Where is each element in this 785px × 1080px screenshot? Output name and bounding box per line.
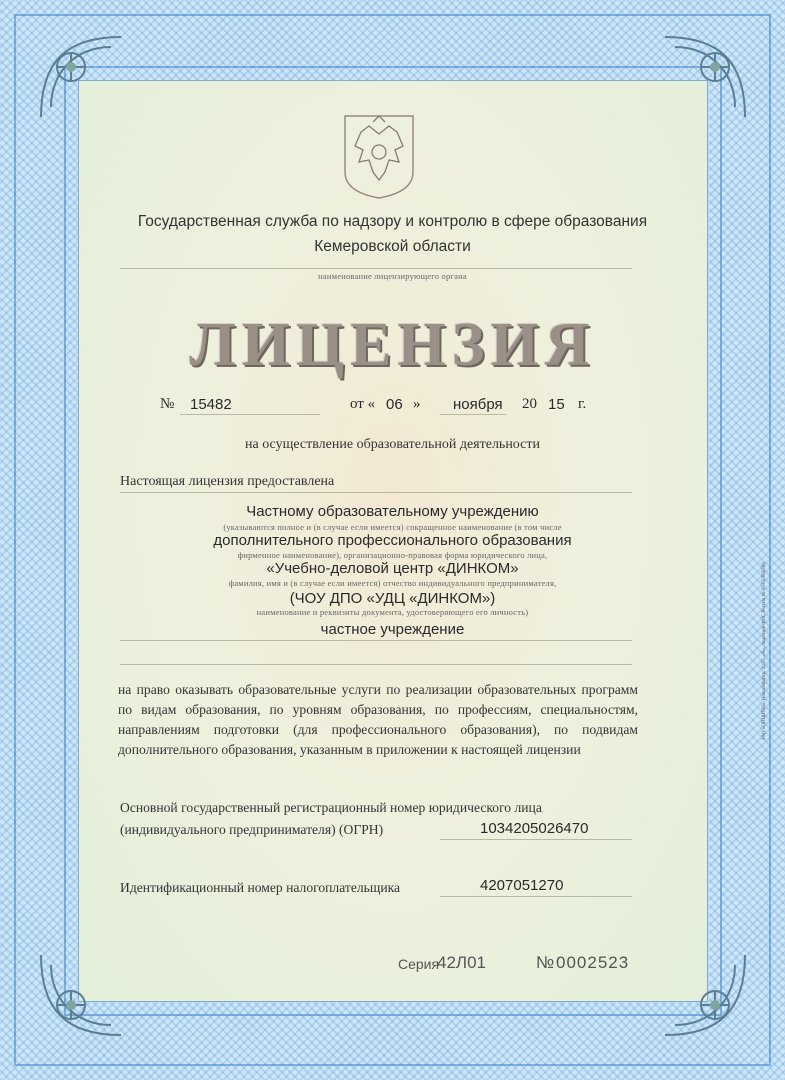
coat-of-arms-emblem (339, 112, 419, 200)
licensee-rule1 (120, 640, 632, 641)
licensee-line2: дополнительного профессионального образования (213, 532, 572, 549)
agency-rule (120, 268, 632, 269)
ogrn-value: 1034205026470 (480, 820, 589, 837)
ogrn-label-line2: (индивидуального предпринимателя) (ОГРН) (120, 822, 384, 837)
number-rule (180, 414, 320, 415)
license-purpose: на осуществление образовательной деятельности (245, 437, 540, 452)
license-month: ноября (453, 396, 503, 413)
licensee-line3: «Учебно-деловой центр «ДИНКОМ» (266, 560, 519, 577)
document-title: ЛИЦЕНЗИЯ (189, 311, 596, 379)
granted-label: Настоящая лицензия предоставлена (120, 474, 335, 489)
licensee-rule2 (120, 664, 632, 665)
ogrn-label-line1: Основной государственный регистрационный номер юридического лица (120, 800, 542, 815)
corner-ornament-bottom-right (650, 940, 760, 1050)
licensee-line1: Частному образовательному учреждению (246, 503, 539, 520)
year-suffix: 15 (548, 396, 565, 413)
licensee-caption2: фирменное наименование), организационно-правовая форма юридического лица, (237, 550, 548, 560)
corner-ornament-bottom-left (26, 940, 136, 1050)
licensee-caption1: (указываются полное и (в случае если имеется) сокращенное наименование (в том числе (223, 522, 562, 532)
inn-label: Идентификационный номер налогоплательщика (120, 880, 401, 895)
ogrn-rule (440, 839, 632, 840)
agency-name-line1: Государственная служба по надзору и контролю в сфере образования (137, 213, 648, 230)
corner-ornament-top-left (26, 22, 136, 132)
from-label: от « (350, 396, 376, 412)
series-label: Серия (398, 956, 440, 972)
granted-rule (120, 492, 632, 493)
license-day: 06 (386, 396, 403, 413)
corner-ornament-top-right (650, 22, 760, 132)
inn-value: 4207051270 (480, 877, 564, 894)
inn-rule (440, 896, 632, 897)
licensee-caption3: фамилия, имя и (в случае если имеется) отчество индивидуального предпринимателя, (228, 578, 557, 588)
licensee-line5: частное учреждение (320, 621, 465, 638)
series-value: 42Л01 (437, 953, 486, 972)
year-prefix: 20 (522, 396, 537, 412)
printer-imprint: ЗАО «ОПЦИОН», Новосибирск, 2015, «А», лицензия ФНС России № 05-05/000569 (762, 562, 767, 740)
rights-paragraph: на право оказывать образовательные услуги по реализации образовательных программ по видам образования, по уровням образования, по профессиям, специальностям, направлениям подготовки (для профессионального образования), по подвидам дополнительного образования, указанным в приложении к настоящей лицензии (118, 682, 638, 757)
licensee-caption4: наименование и реквизиты документа, удостоверяющего его личность) (256, 607, 529, 617)
year-label: г. (578, 396, 587, 412)
month-rule (440, 414, 506, 415)
series-number-label: № (536, 953, 555, 972)
license-number: 15482 (190, 396, 232, 413)
number-label: № (160, 396, 175, 412)
licensee-line4: (ЧОУ ДПО «УДЦ «ДИНКОМ») (289, 590, 496, 607)
agency-caption: наименование лицензирующего органа (318, 271, 467, 281)
day-close: » (413, 396, 421, 412)
series-number: 0002523 (556, 953, 630, 972)
agency-name-line2: Кемеровской области (314, 238, 471, 255)
